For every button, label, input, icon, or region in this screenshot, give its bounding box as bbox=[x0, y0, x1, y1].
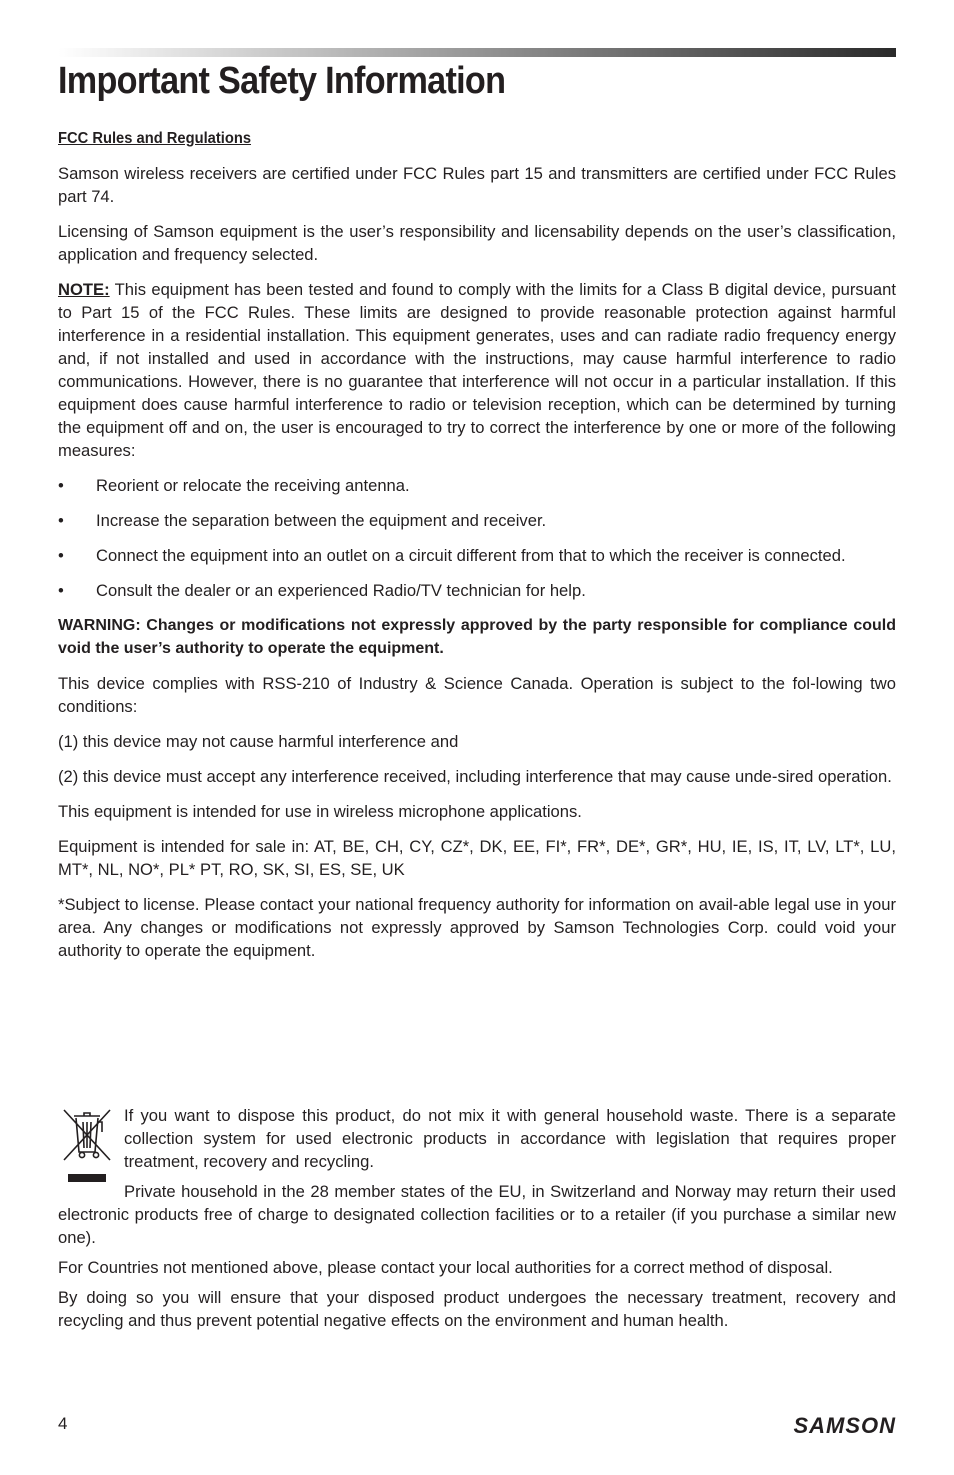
bullet-icon: • bbox=[58, 476, 64, 495]
weee-crossed-bin-icon bbox=[58, 1104, 124, 1188]
measure-text: Consult the dealer or an experienced Radio/TV technician for help. bbox=[96, 581, 586, 600]
fcc-heading: FCC Rules and Regulations bbox=[58, 130, 252, 147]
page-title: Important Safety Information bbox=[58, 60, 506, 102]
canada-compliance-paragraph: This device complies with RSS-210 of Industry & Science Canada. Operation is subject to the fol-lowing two conditions: bbox=[58, 674, 896, 716]
list-item bbox=[58, 474, 896, 497]
condition-1: (1) this device may not cause harmful interference and bbox=[58, 732, 459, 751]
license-note-paragraph: *Subject to license. Please contact your national frequency authority for information on avail-able legal use in your area. Any changes or modifications not expressly approved by Samson Technologies Corp. could void your authority to operate the equipment. bbox=[58, 895, 896, 960]
disposal-paragraph-4: By doing so you will ensure that your disposed product undergoes the necessary treatment, recovery and recycling and thus prevent potential negative effects on the environment and human health. bbox=[58, 1288, 896, 1330]
note-label: NOTE: bbox=[58, 280, 110, 299]
condition-2: (2) this device must accept any interference received, including interference that may cause unde-sired operation. bbox=[58, 767, 892, 786]
disposal-section bbox=[58, 1104, 896, 1339]
list-item bbox=[58, 509, 896, 532]
intended-use-paragraph: This equipment is intended for use in wireless microphone applications. bbox=[58, 802, 582, 821]
fcc-certification-paragraph: Samson wireless receivers are certified under FCC Rules part 15 and transmitters are certified under FCC Rules part 74. bbox=[58, 164, 896, 206]
measure-text: Increase the separation between the equipment and receiver. bbox=[96, 511, 547, 530]
note-paragraph bbox=[58, 278, 896, 462]
list-item bbox=[58, 544, 896, 567]
warning-paragraph: WARNING: Changes or modifications not expressly approved by the party responsible for compliance could void the user’s authority to operate the equipment. bbox=[58, 617, 896, 657]
page-number: 4 bbox=[58, 1414, 68, 1433]
sale-countries-paragraph: Equipment is intended for sale in: AT, BE, CH, CY, CZ*, DK, EE, FI*, FR*, DE*, GR*, HU, IE, IS, IT, LV, LT*, LU, MT*, NL, NO*, PL* PT, RO, SK, SI, ES, SE, UK bbox=[58, 837, 896, 879]
disposal-paragraph-2: Private household in the 28 member states of the EU, in Switzerland and Norway may return their used electronic products free of charge to designated collection facilities or to a retailer (if you purchase a similar new one). bbox=[58, 1182, 896, 1247]
fcc-section bbox=[58, 126, 896, 974]
measure-text: Connect the equipment into an outlet on a circuit different from that to which the receiver is connected. bbox=[96, 546, 846, 565]
bullet-icon: • bbox=[58, 511, 64, 530]
disposal-paragraph-3: For Countries not mentioned above, please contact your local authorities for a correct method of disposal. bbox=[58, 1258, 833, 1277]
bullet-icon: • bbox=[58, 546, 64, 565]
disposal-paragraph-1: If you want to dispose this product, do not mix it with general household waste. There is a separate collection system for used electronic products in accordance with legislation that requires proper treatment, recovery and recycling. bbox=[124, 1106, 896, 1171]
note-text: This equipment has been tested and found to comply with the limits for a Class B digital device, pursuant to Part 15 of the FCC Rules. These limits are designed to provide reasonable protection against harmful interference in a residential installation. This equipment generates, uses and can radiate radio frequency energy and, if not installed and used in accordance with the instructions, may cause harmful interference to radio communications. However, there is no guarantee that interference will not occur in a particular installation. If this equipment does cause harmful interference to radio or television reception, which can be determined by turning the equipment off and on, the user is encouraged to try to correct the interference by one or more of the following measures: bbox=[58, 280, 896, 460]
licensing-paragraph: Licensing of Samson equipment is the user’s responsibility and licensability depends on the user’s classification, application and frequency selected. bbox=[58, 222, 896, 264]
list-item bbox=[58, 579, 896, 602]
measures-list bbox=[58, 474, 896, 602]
samson-logo: SAMSON bbox=[793, 1413, 896, 1438]
bullet-icon: • bbox=[58, 581, 64, 600]
header-gradient-rule bbox=[58, 48, 896, 57]
measure-text: Reorient or relocate the receiving antenna. bbox=[96, 476, 410, 495]
